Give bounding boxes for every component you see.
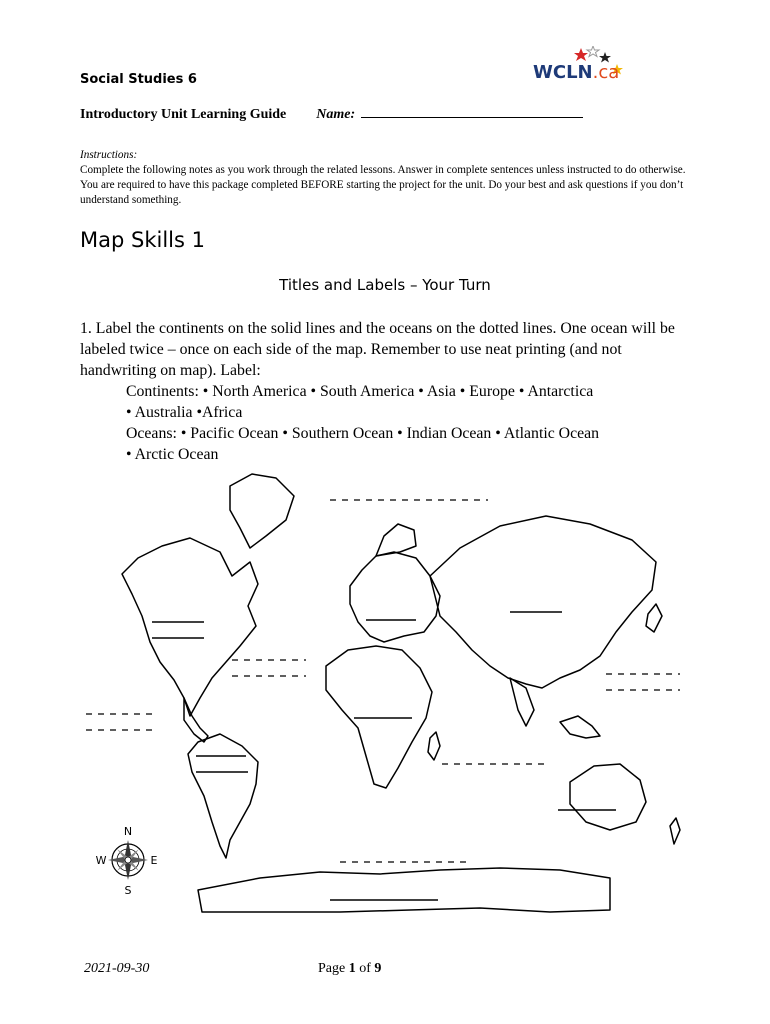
page-current: 1: [348, 961, 356, 976]
name-field[interactable]: [361, 106, 583, 118]
logo-text: WCLN.ca: [533, 62, 620, 83]
instructions-text: Complete the following notes as you work through the related lessons. Answer in complete sentences unless instructed to do otherwise. You are required to have this package completed BEFORE starting the project for the unit. Do your best and ask questions if you don’t understand something.: [80, 164, 686, 206]
section-title: Map Skills 1: [80, 228, 205, 252]
compass-n-label: N: [123, 825, 133, 838]
africa-outline: [326, 646, 432, 788]
page-of: of: [359, 961, 371, 976]
compass-e-label: E: [150, 854, 158, 867]
page-prefix: Page: [318, 961, 346, 976]
southeast-asia-islands-outline: [560, 716, 600, 738]
world-map: [80, 466, 690, 926]
instructions-heading: Instructions:: [80, 149, 138, 161]
compass-s-label: S: [124, 884, 132, 897]
page-number: [318, 961, 381, 977]
greenland-outline: [230, 474, 294, 548]
europe-outline: [350, 552, 440, 642]
madagascar-outline: [428, 732, 440, 760]
north-america-outline: [122, 538, 258, 716]
wcln-logo: [533, 46, 625, 88]
new-zealand-outline: [670, 818, 680, 844]
section-subtitle: Titles and Labels – Your Turn: [279, 276, 491, 294]
course-title: Social Studies 6: [80, 72, 197, 87]
continents-list-line-1: Continents: • North America • South America • Asia • Europe • Antarctica: [126, 383, 594, 400]
south-america-outline: [188, 734, 258, 858]
compass-rose-icon: [96, 825, 158, 897]
continents-list-line-2: • Australia •Africa: [126, 404, 243, 421]
question-1-text: 1. Label the continents on the solid lines and the oceans on the dotted lines. One ocean will be labeled twice – once on each side of the map. Remember to use neat printing (and not handwriting on map). Label:: [80, 320, 675, 379]
page-total: 9: [374, 961, 382, 976]
guide-title: Introductory Unit Learning Guide: [80, 107, 287, 122]
footer-date: 2021-09-30: [84, 961, 150, 976]
japan-outline: [646, 604, 662, 632]
antarctica-outline: [198, 868, 610, 912]
compass-w-label: W: [95, 854, 107, 867]
name-label: Name:: [316, 107, 356, 122]
australia-outline: [570, 764, 646, 830]
guide-title-row: [80, 106, 583, 123]
oceans-list-line-1: Oceans: • Pacific Ocean • Southern Ocean • Indian Ocean • Atlantic Ocean: [126, 425, 600, 442]
oceans-list-line-2: • Arctic Ocean: [126, 446, 219, 463]
instructions-block: [80, 148, 695, 208]
asia-outline: [430, 516, 656, 688]
scandinavia-outline: [376, 524, 416, 556]
